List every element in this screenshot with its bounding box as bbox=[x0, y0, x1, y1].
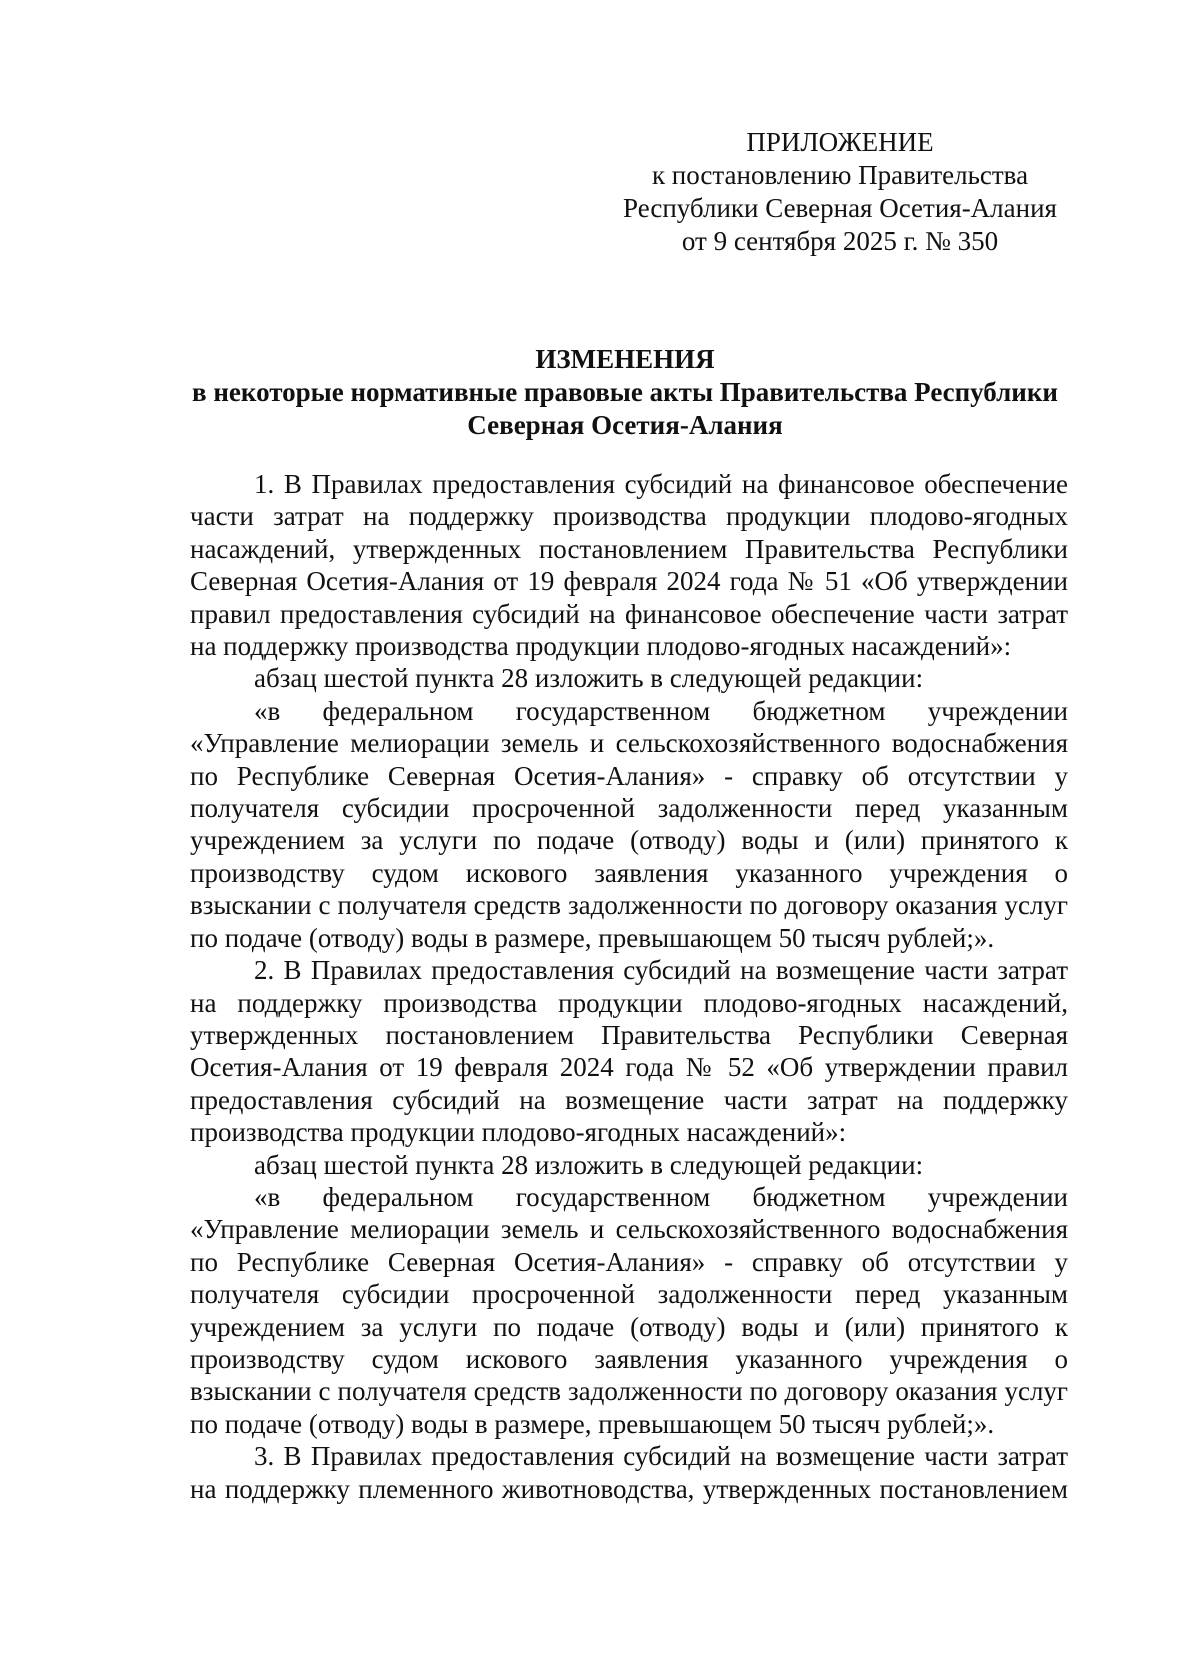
paragraph-amend-instruction-1: абзац шестой пункта 28 изложить в следующей редакции: bbox=[254, 663, 924, 694]
title-subtitle-line2: Северная Осетия-Алания bbox=[467, 410, 783, 440]
appendix-date-number: от 9 сентября 2025 г. № 350 bbox=[681, 226, 999, 256]
appendix-header bbox=[560, 126, 1120, 258]
appendix-authority: Республики Северная Осетия-Алания bbox=[623, 193, 1057, 223]
document-title bbox=[150, 343, 1100, 442]
paragraph-amend-text-1: «в федеральном государственном бюджетном учреждении «Управление мелиорации земель и сельскохозяйственного водоснабжения по Республике Северная Осетия-Алания» - справку об отсутствии у получателя субсидии просроченной задолженности перед указанным учреждением за услуги по подаче (отводу) воды и (или) принятого к производству судом искового заявления указанного учреждения о взыскании с получателя средств задолженности по договору оказания услуг по подаче (отводу) воды в размере, превышающем 50 тысяч рублей;». bbox=[190, 695, 1068, 953]
title-subtitle-line1: в некоторые нормативные правовые акты Правительства Республики bbox=[192, 377, 1058, 407]
paragraph-item-1: 1. В Правилах предоставления субсидий на финансовое обеспечение части затрат на поддержку производства продукции плодово-ягодных насаждений, утвержденных постановлением Правительства Республики Северная Осетия-Алания от 19 февраля 2024 года № 51 «Об утверждении правил предоставления субсидий на финансовое обеспечение части затрат на поддержку производства продукции плодово-ягодных насаждений»: bbox=[190, 469, 1068, 662]
paragraph-amend-instruction-2: абзац шестой пункта 28 изложить в следующей редакции: bbox=[254, 1149, 924, 1180]
paragraph-item-3: 3. В Правилах предоставления субсидий на возмещение части затрат на поддержку племенного животноводства, утвержденных постановлением bbox=[190, 1441, 1068, 1504]
appendix-label: ПРИЛОЖЕНИЕ bbox=[746, 127, 934, 157]
title-heading: ИЗМЕНЕНИЯ bbox=[535, 344, 715, 374]
document-body bbox=[190, 468, 1068, 1505]
paragraph-item-2: 2. В Правилах предоставления субсидий на возмещение части затрат на поддержку производства продукции плодово-ягодных насаждений, утвержденных постановлением Правительства Республики Северная Осетия-Алания от 19 февраля 2024 года № 52 «Об утверждении правил предоставления субсидий на возмещение части затрат на поддержку производства продукции плодово-ягодных насаждений»: bbox=[190, 955, 1068, 1148]
paragraph-amend-text-2: «в федеральном государственном бюджетном учреждении «Управление мелиорации земель и сельскохозяйственного водоснабжения по Республике Северная Осетия-Алания» - справку об отсутствии у получателя субсидии просроченной задолженности перед указанным учреждением за услуги по подаче (отводу) воды и (или) принятого к производству судом искового заявления указанного учреждения о взыскании с получателя средств задолженности по договору оказания услуг по подаче (отводу) воды в размере, превышающем 50 тысяч рублей;». bbox=[190, 1181, 1068, 1439]
appendix-reference: к постановлению Правительства bbox=[651, 160, 1029, 190]
